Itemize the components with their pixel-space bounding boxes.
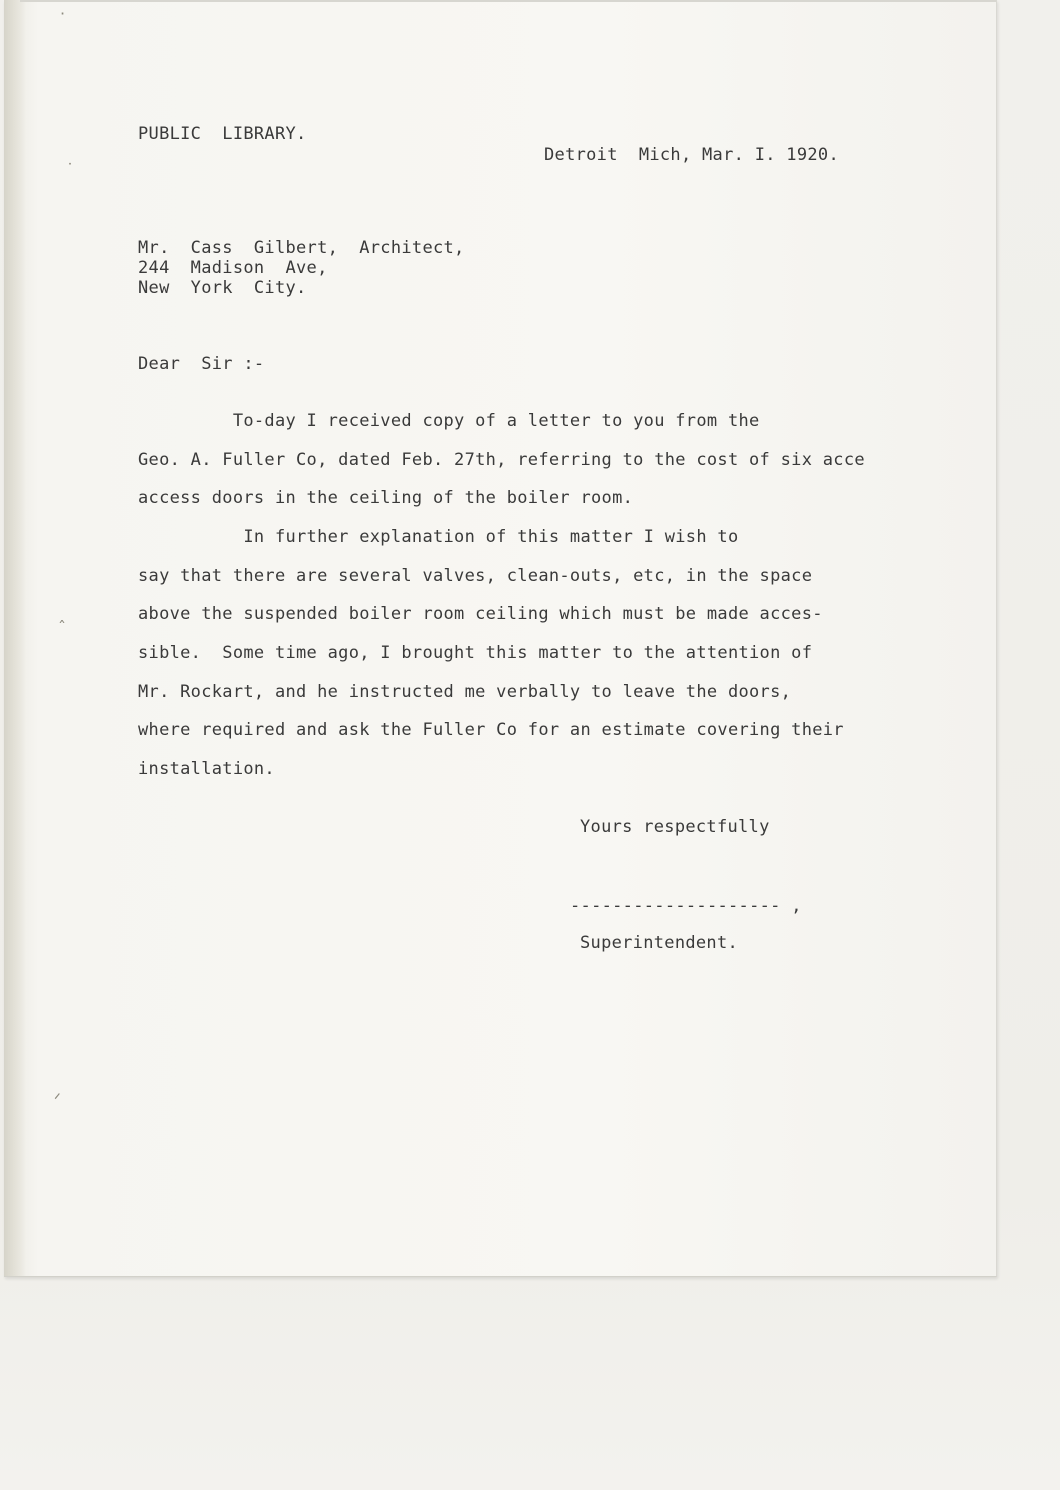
recipient-line: New York City. <box>138 278 307 298</box>
recipient-line: Mr. Cass Gilbert, Architect, <box>138 238 465 258</box>
signature-title: Superintendent. <box>580 933 739 953</box>
salutation: Dear Sir :- <box>138 354 265 374</box>
paper-speck: · <box>60 4 66 23</box>
dateline: Detroit Mich, Mar. I. 1920. <box>544 145 839 165</box>
body-line: where required and ask the Fuller Co for an estimate covering their <box>138 720 844 740</box>
recipient-line: 244 Madison Ave, <box>138 258 328 278</box>
paper-speck: ᐟ <box>54 1090 61 1109</box>
paper-top-edge <box>20 0 996 2</box>
body-line: Mr. Rockart, and he instructed me verbally to leave the doors, <box>138 682 792 702</box>
body-line: In further explanation of this matter I wish to <box>138 527 739 547</box>
body-line: above the suspended boiler room ceiling which must be made acces- <box>138 604 823 624</box>
paper-left-edge <box>4 0 26 1276</box>
body-line: say that there are several valves, clean-outs, etc, in the space <box>138 566 813 586</box>
body-line: access doors in the ceiling of the boiler room. <box>138 488 634 508</box>
body-line: sible. Some time ago, I brought this matter to the attention of <box>138 643 813 663</box>
closing: Yours respectfully <box>580 817 770 837</box>
body-line: To-day I received copy of a letter to you from the <box>138 411 760 431</box>
body-line: Geo. A. Fuller Co, dated Feb. 27th, referring to the cost of six acce <box>138 450 865 470</box>
paper-speck: ˙ <box>66 160 74 179</box>
letterhead: PUBLIC LIBRARY. <box>138 124 307 144</box>
body-line: installation. <box>138 759 275 779</box>
letter-page <box>4 0 997 1277</box>
paper-speck: ˆ <box>58 618 66 637</box>
signature-line: -------------------- , <box>570 896 802 916</box>
